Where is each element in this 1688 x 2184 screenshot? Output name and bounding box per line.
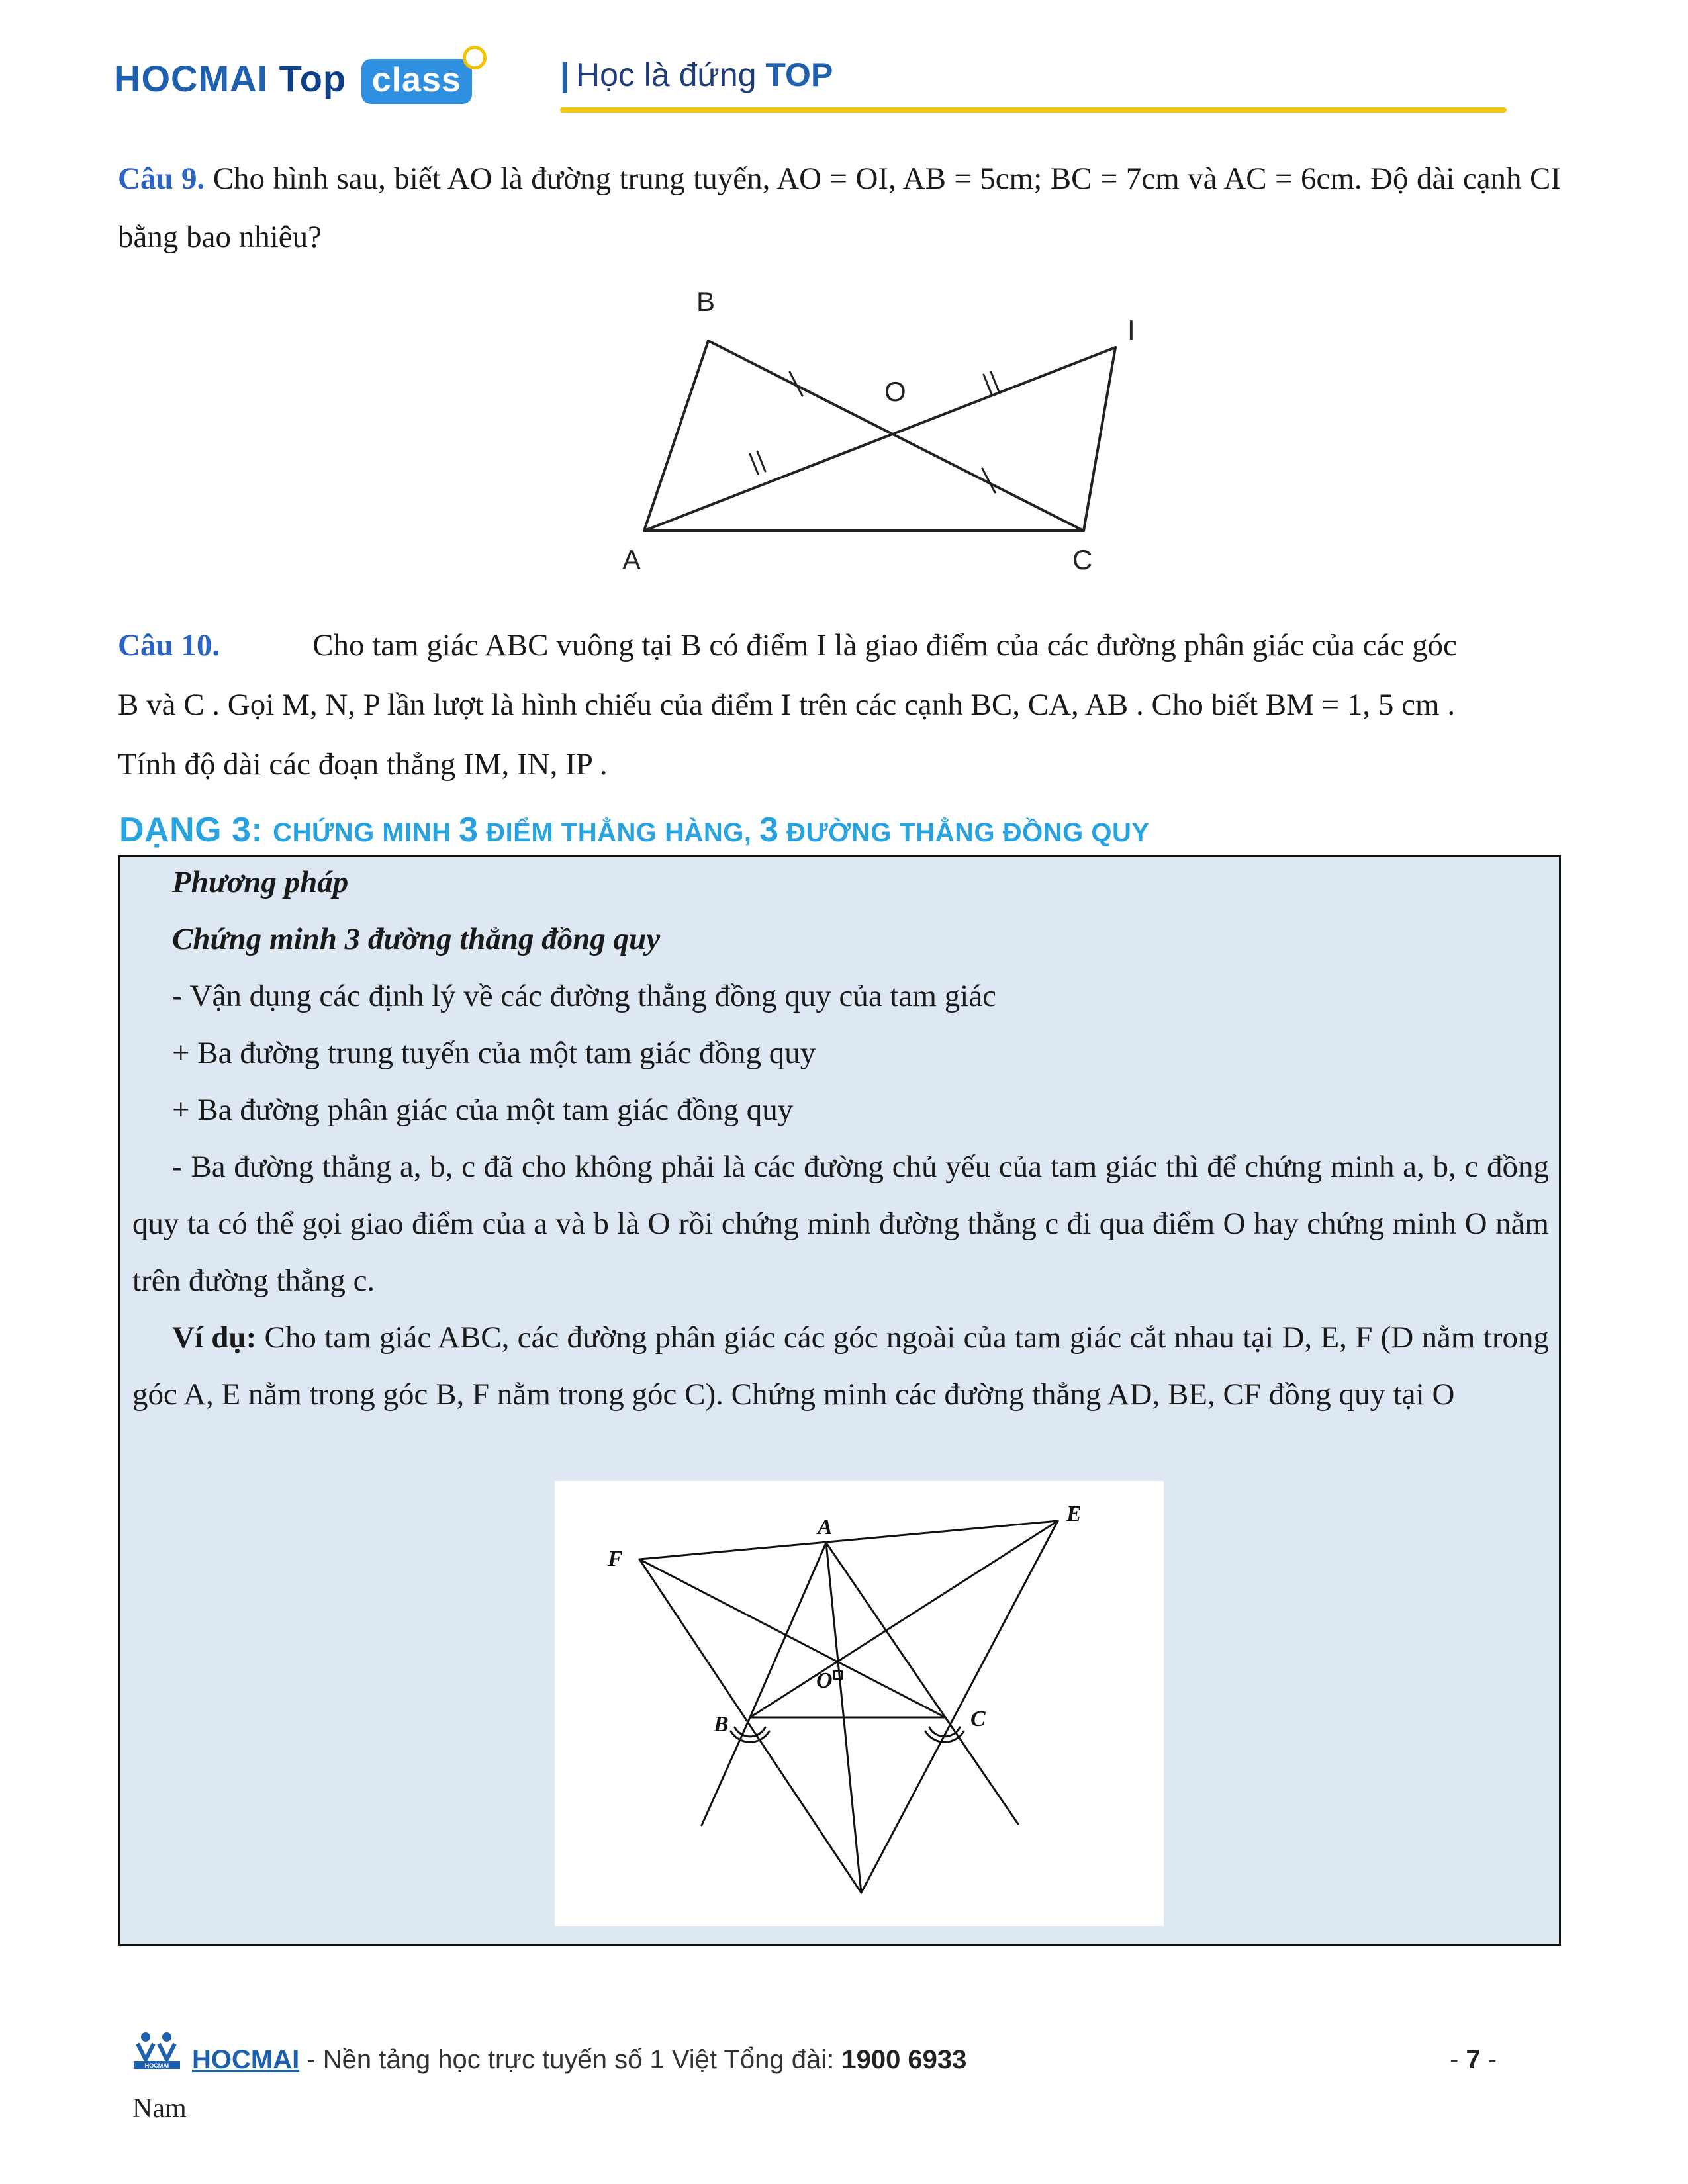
tick-oi-2 [991,372,999,392]
segment-ci [1084,347,1115,531]
line-ed [861,1521,1058,1893]
logo-hocmai-text: HOCMAI [114,58,269,99]
question-10 [118,615,1561,794]
fig2-label-b: B [714,1712,729,1737]
line-fe [639,1521,1058,1559]
example-text: Cho tam giác ABC, các đường phân giác các góc ngoài của tam giác cắt nhau tại D, E, F (D nằm trong góc A, E nằm trong góc B, F nằm trong góc C). Chứng minh các đường thẳng AD, BE, CF đồng quy tại O [132,1320,1549,1412]
question-9-text: Cho hình sau, biết AO là đường trung tuyến, AO = OI, AB = 5cm; BC = 7cm và AC = 6cm. Độ dài cạnh CI bằng bao nhiêu? [118,161,1561,254]
label-a: A [622,544,641,575]
brand-logo [114,57,472,104]
logo-class-badge [361,59,472,104]
page-suffix: - [1480,2045,1497,2074]
fig2-label-c: C [970,1707,986,1731]
question-10-label: Câu 10. [118,628,220,662]
section-title-num-2: 3 [759,811,779,849]
header-slogan [560,56,833,94]
section-title-part-2: ĐIỂM THẲNG HÀNG, [478,818,760,847]
section-title-prefix: DẠNG 3: [119,811,273,849]
page-number-value: 7 [1466,2045,1481,2074]
method-line-2: + Ba đường trung tuyến của một tam giác đồng quy [172,1036,816,1070]
method-line-4: - Ba đường thẳng a, b, c đã cho không phải là các đường chủ yếu của tam giác thì để chứng minh a, b, c đồng quy ta có thể gọi giao điểm của a và b là O rồi chứng minh đường thẳng c đi qua điểm O hay chứng minh O nằm trên đường thẳng c. [132,1150,1549,1298]
line-ab [750,1543,826,1717]
method-line-3: + Ba đường phân giác của một tam giác đồng quy [172,1093,794,1127]
logo-class-text: class [371,61,461,99]
section-title-part-3: ĐƯỜNG THẲNG ĐỒNG QUY [778,818,1150,847]
footer-text [192,2045,966,2075]
slogan-top: TOP [765,56,833,93]
question-10-line-2: B và C . Gọi M, N, P lần lượt là hình chiếu của điểm I trên các cạnh BC, CA, AB . Cho biết BM = 1, 5 cm . [118,688,1456,722]
line-fd [639,1559,861,1893]
header-underline [560,107,1507,113]
logo-top-text: Top [279,58,347,99]
question-10-text-1: Cho tam giác ABC vuông tại B có điểm I là giao điểm của các đường phân giác của các góc [312,628,1457,662]
spark-icon [463,46,487,69]
hocmai-footer-icon [131,2030,183,2070]
angle-mark-b-1 [735,1727,765,1737]
slogan-text: Học là đứng [576,56,757,93]
figure-q9 [596,278,1178,582]
footer-phone: 1900 6933 [841,2045,967,2074]
fig2-label-a: A [818,1515,833,1539]
fig2-label-f: F [608,1547,623,1571]
method-line-1: - Vận dụng các định lý về các đường thẳng đồng quy của tam giác [172,979,996,1013]
question-10-line-1 [118,615,1561,675]
page-prefix: - [1450,2045,1466,2074]
method-heading: Phương pháp [172,865,349,899]
label-b: B [696,286,716,317]
segment-bc [708,341,1084,531]
footer-brand-link[interactable]: HOCMAI [192,2045,300,2074]
footer-wrap-text: Nam [132,2093,187,2124]
label-i: I [1127,314,1135,345]
line-be [750,1521,1058,1717]
section-title [119,810,1150,850]
section-title-num-1: 3 [459,811,479,849]
method-subheading: Chứng minh 3 đường thẳng đồng quy [172,922,661,956]
tick-ao-1 [750,454,758,474]
section-title-part-1: CHỨNG MINH [273,818,459,847]
method-content [132,854,1549,1423]
example-label: Ví dụ: [172,1320,257,1355]
page-number [1450,2045,1497,2075]
example [132,1309,1549,1423]
label-c: C [1072,544,1093,575]
tick-ao-2 [757,451,765,471]
fig2-label-e: E [1066,1502,1082,1526]
question-10-line-3: Tính độ dài các đoạn thẳng IM, IN, IP . [118,747,608,782]
question-9 [118,150,1561,266]
tick-oi-1 [984,375,992,394]
question-9-label: Câu 9. [118,161,205,196]
footer-description: - Nền tảng học trực tuyến số 1 Việt Tổng đài: [299,2045,842,2074]
right-angle-mark [834,1671,842,1679]
slogan-separator: | [560,56,569,93]
fig2-label-o: O [816,1668,833,1693]
line-cf [639,1559,945,1717]
segment-ai [644,347,1115,531]
line-ac-ext [945,1717,1018,1824]
segment-ab [644,341,708,531]
footer-icon-text: HOCMAI [144,2062,169,2069]
label-o: O [884,376,906,407]
figure-example [555,1481,1164,1926]
